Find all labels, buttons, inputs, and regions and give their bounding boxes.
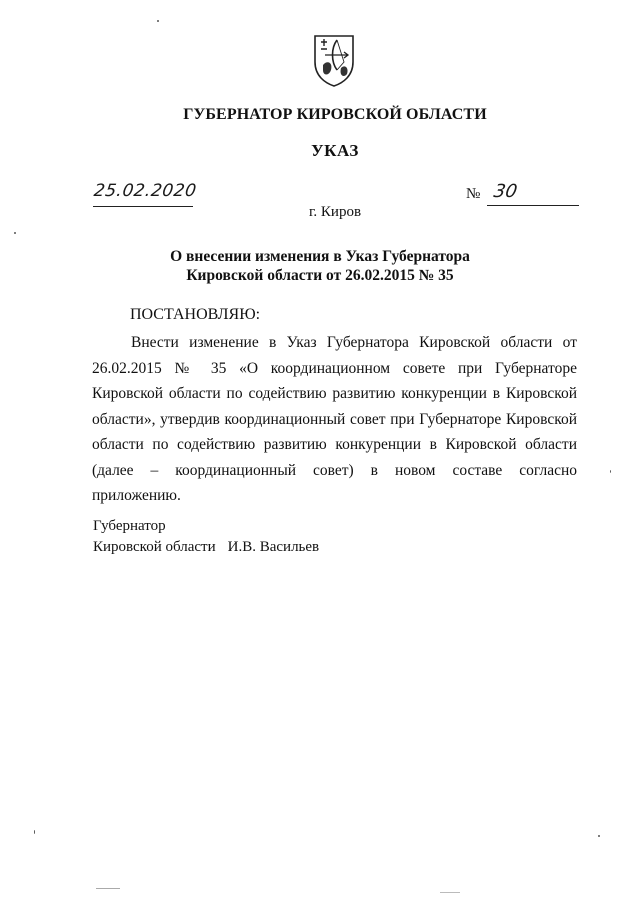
handwritten-number: 30 [492, 181, 519, 202]
scan-speck [96, 888, 120, 889]
place-of-issue: г. Киров [308, 204, 362, 220]
body-paragraph: Внести изменение в Указ Губернатора Кировской области от 26.02.2015 № 35 «О координационном совете при Губернаторе Кировской области по содействию развитию конкуренции в Кировской области», утвердив координационный совет при Губернаторе Кировской области по содействию развитию конкуренции в Кировской области (далее – координационный совет) в новом составе согласно приложению. [92, 334, 577, 504]
number-label: № [466, 186, 481, 202]
coat-of-arms-icon [311, 32, 357, 88]
signature-block [93, 516, 319, 558]
handwritten-date: 25.02.2020 [92, 181, 198, 201]
scan-speck [598, 835, 600, 837]
scan-speck [440, 892, 460, 893]
issuer-heading: ГУБЕРНАТОР КИРОВСКОЙ ОБЛАСТИ [183, 106, 487, 123]
signer-position-line-1: Губернатор [93, 518, 166, 534]
scan-speck [14, 232, 16, 234]
scan-speck [34, 830, 35, 834]
resolve-heading: ПОСТАНОВЛЯЮ: [130, 306, 261, 323]
signer-position-line-2: Кировской области [93, 539, 216, 555]
title-line-2: Кировской области от 26.02.2015 № 35 [186, 267, 454, 284]
document-type: УКАЗ [311, 141, 359, 160]
scan-speck [610, 470, 611, 473]
signer-name: И.В. Васильев [227, 539, 320, 555]
title-line-1: О внесении изменения в Указ Губернатора [170, 248, 470, 265]
document-title [0, 247, 640, 285]
scan-speck [157, 20, 159, 22]
